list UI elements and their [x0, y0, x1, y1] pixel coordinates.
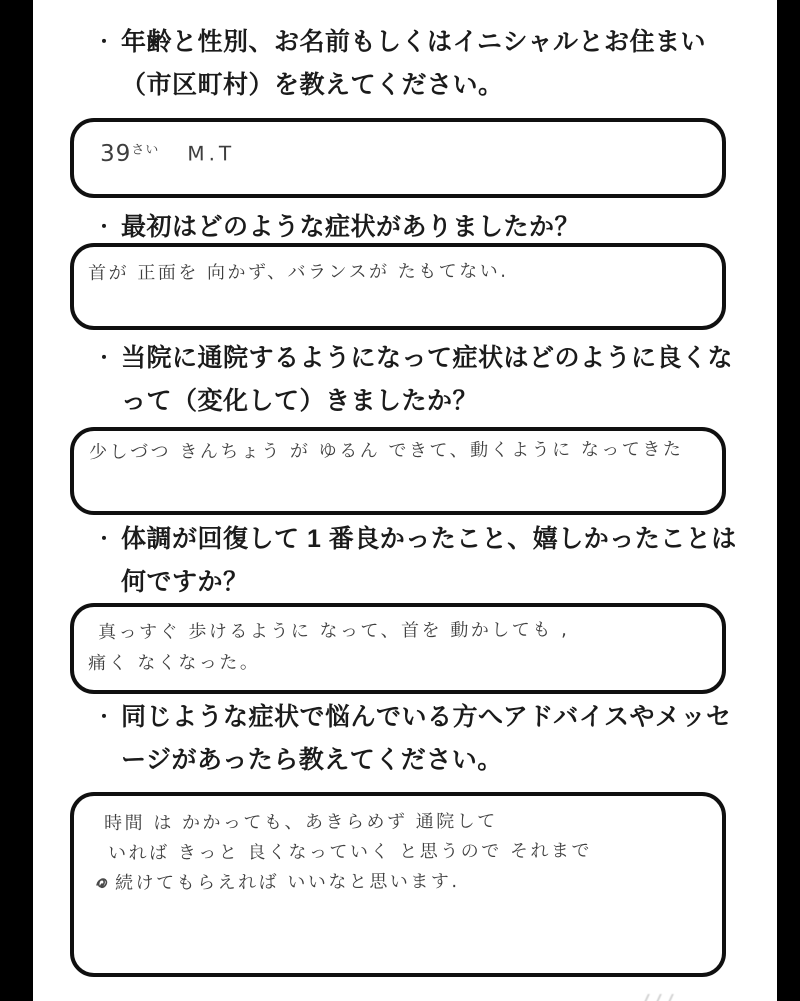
handwritten-answer: 時間 は かかっても、あきらめず 通院して	[104, 810, 498, 834]
question-line: ージがあったら教えてください。	[121, 746, 503, 774]
question-line: （市区町村）を教えてください。	[121, 71, 504, 99]
bullet-icon: ・	[95, 707, 114, 727]
question-line: 同じような症状で悩んでいる方へアドバイスやメッセ	[121, 703, 732, 731]
answer-box-improvement	[70, 427, 726, 515]
question-best-thing	[95, 518, 755, 604]
answer-box-advice	[70, 792, 726, 977]
question-line: 体調が回復して 1 番良かったこと、嬉しかったことは	[121, 525, 737, 553]
handwritten-answer	[94, 866, 722, 901]
answer-box-best-thing	[70, 603, 726, 694]
bullet-icon: ・	[95, 348, 114, 368]
bullet-icon: ・	[95, 529, 114, 549]
handwritten-answer: 痛く なくなった。	[88, 652, 261, 674]
question-line: 何ですか？	[121, 568, 249, 596]
handwritten-answer: 少しづつ きんちょう が ゆるん できて、動くように なってきた	[89, 438, 684, 463]
handwritten-answer: 首が 正面を 向かず、バランスが たもてない.	[88, 260, 509, 284]
question-line: 年齢と性別、お名前もしくはイニシャルとお住まい	[121, 28, 707, 56]
answer-box-first-symptoms	[70, 243, 726, 330]
age-suffix: さい	[131, 142, 160, 158]
initials-value: M.T	[187, 141, 236, 166]
handwritten-answer: いれば きっと 良くなっていく と思うので それまで	[108, 840, 593, 864]
handwritten-answer	[100, 133, 722, 171]
question-line: 当院に通院するようになって症状はどのように良くな	[121, 344, 734, 372]
bullet-icon: ・	[95, 32, 114, 52]
scan-edge-left	[0, 0, 33, 1001]
question-age-name	[95, 21, 755, 107]
handwritten-text: 続けてもらえれば いいなと思います.	[115, 871, 460, 894]
scan-artifact-bottom	[646, 989, 682, 1001]
question-line: って（変化して）きましたか？	[121, 387, 479, 415]
scan-edge-right	[777, 0, 800, 1001]
question-line: 最初はどのような症状がありましたか？	[121, 213, 581, 241]
age-value: 39	[100, 140, 132, 167]
question-improvement	[95, 337, 755, 423]
question-advice	[95, 696, 755, 782]
bullet-icon: ・	[95, 217, 114, 237]
answer-box-age-name	[70, 118, 726, 198]
scribble-icon	[94, 871, 111, 901]
handwritten-answer: 真っすぐ 歩けるように なって、首を 動かしても ,	[98, 619, 570, 643]
